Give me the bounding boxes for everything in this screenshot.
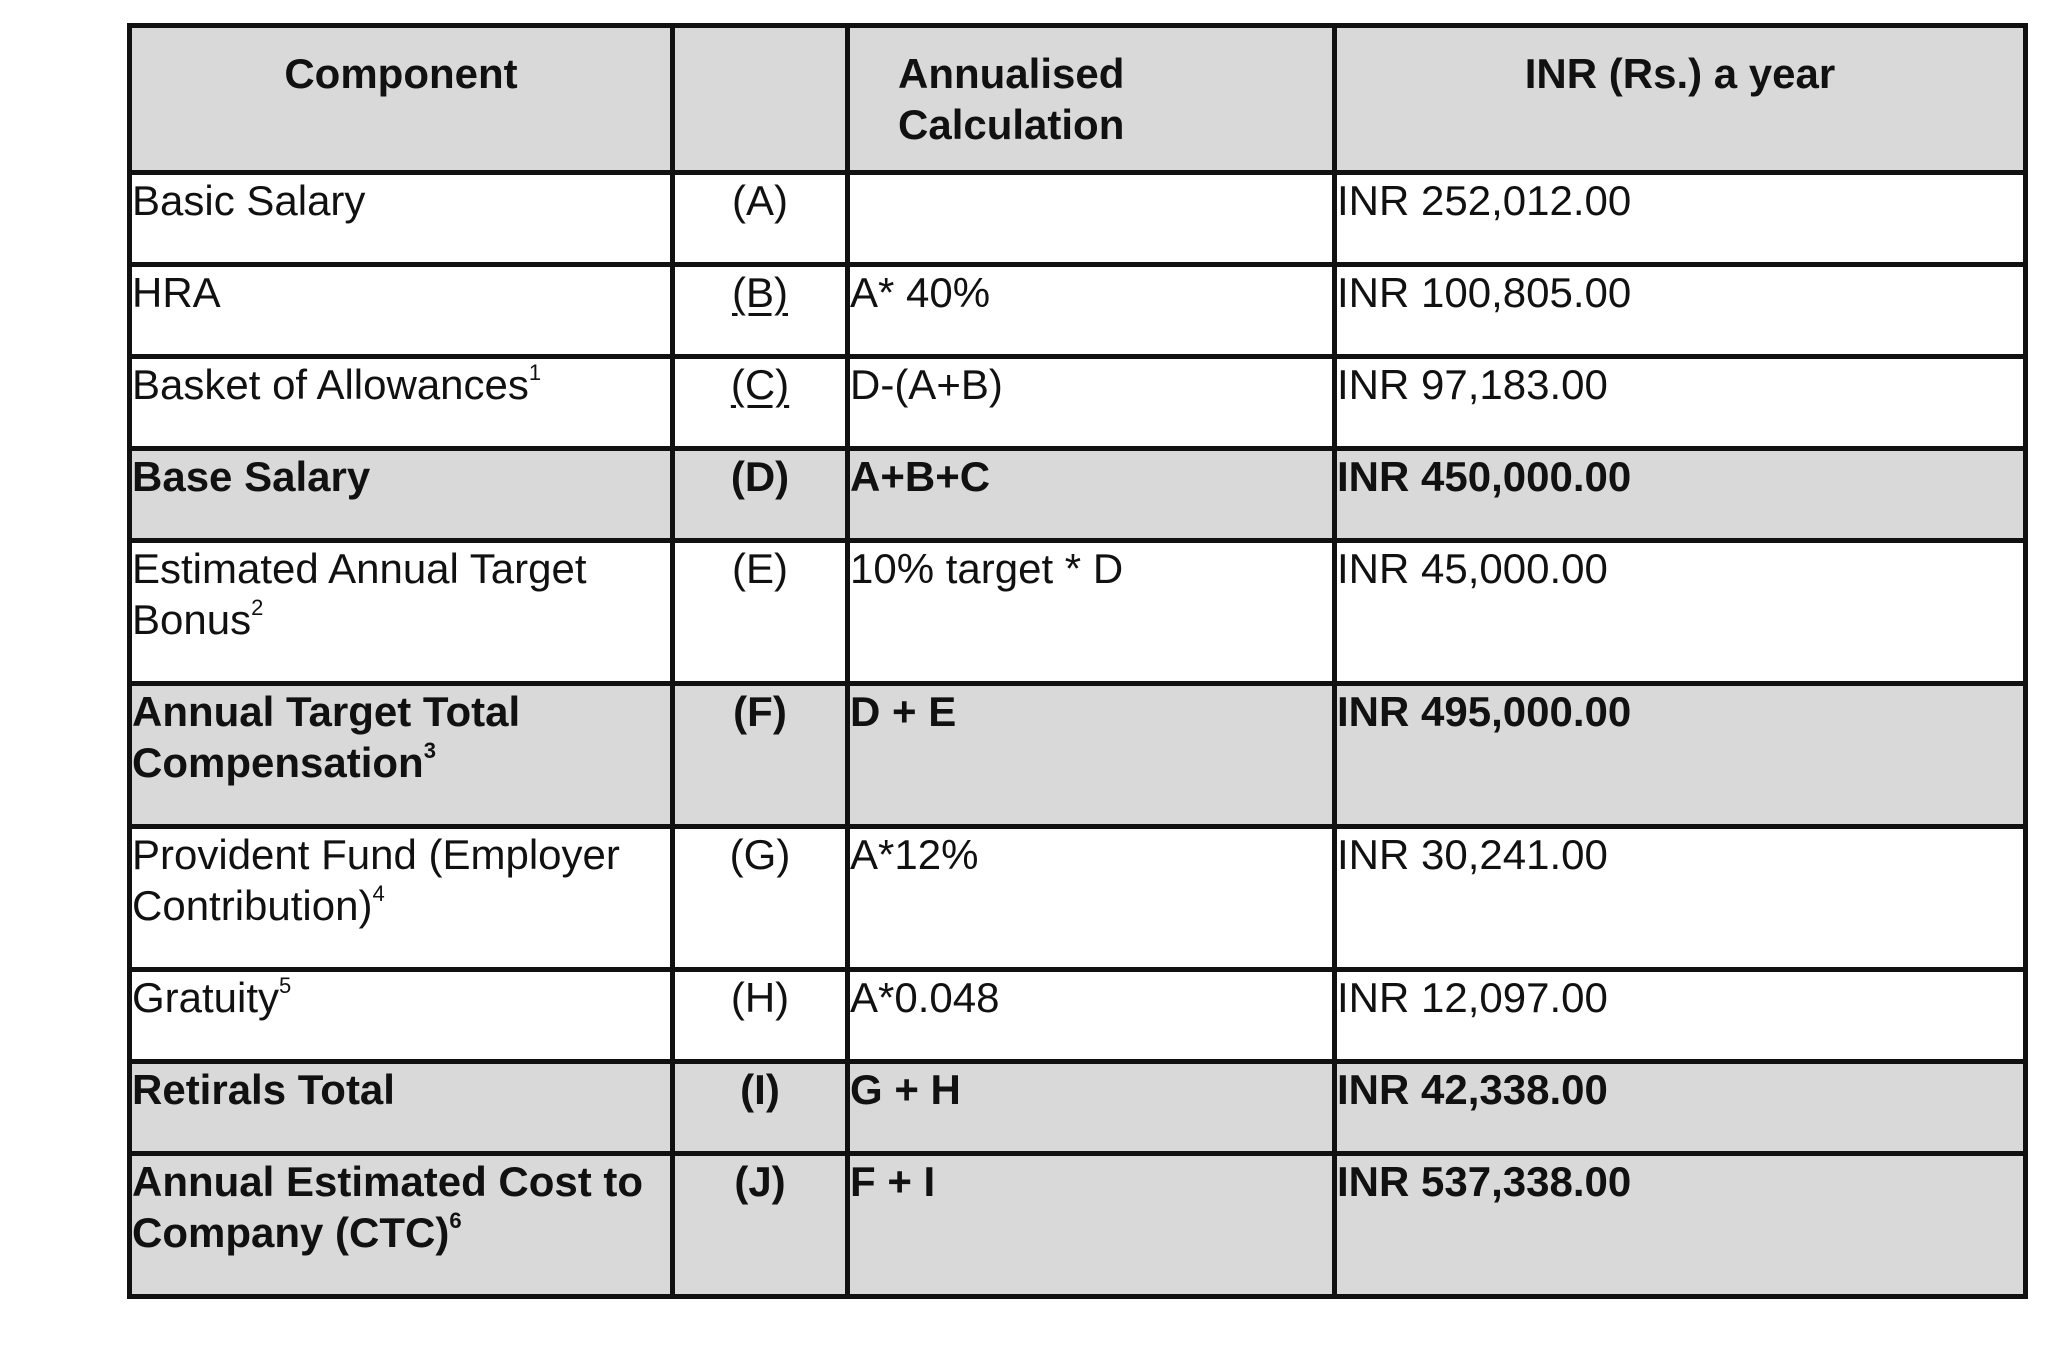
cell-ref — [673, 541, 848, 684]
component-label: Annual Estimated Cost to Company (CTC) — [132, 1158, 644, 1256]
ctc-table-container — [127, 23, 2023, 1299]
ref-label: (G) — [729, 831, 791, 878]
cell-component — [130, 265, 673, 357]
cell-ref — [673, 357, 848, 449]
cell-ref — [673, 449, 848, 541]
amount-value: INR 42,338.00 — [1337, 1066, 1608, 1113]
cell-calculation — [848, 541, 1335, 684]
calculation-text: D-(A+B) — [850, 361, 1003, 408]
amount-value: INR 450,000.00 — [1337, 453, 1632, 500]
amount-value: INR 12,097.00 — [1337, 974, 1608, 1021]
cell-amount — [1335, 827, 2026, 970]
cell-ref — [673, 1062, 848, 1154]
calculation-text: A*0.048 — [850, 974, 1000, 1021]
header-calculation: Annualised Calculation — [848, 26, 1335, 173]
component-label: HRA — [132, 269, 221, 316]
header-ref — [673, 26, 848, 173]
amount-value: INR 45,000.00 — [1337, 545, 1608, 592]
cell-component — [130, 1062, 673, 1154]
cell-calculation — [848, 449, 1335, 541]
cell-ref — [673, 827, 848, 970]
table-row — [130, 1062, 2026, 1154]
ref-label: (B) — [732, 269, 788, 316]
cell-amount — [1335, 449, 2026, 541]
calculation-text: A* 40% — [850, 269, 991, 316]
cell-calculation — [848, 970, 1335, 1062]
table-header-row — [130, 26, 2026, 173]
cell-component — [130, 449, 673, 541]
cell-calculation — [848, 1062, 1335, 1154]
calculation-text: 10% target * D — [850, 545, 1124, 592]
component-label: Annual Target Total Compensation — [132, 688, 521, 786]
ref-label: (D) — [730, 453, 790, 500]
ref-label: (I) — [740, 1066, 780, 1113]
cell-amount — [1335, 970, 2026, 1062]
cell-ref — [673, 173, 848, 265]
component-label: Estimated Annual Target Bonus — [132, 545, 587, 643]
cell-component — [130, 970, 673, 1062]
cell-amount — [1335, 173, 2026, 265]
cell-component — [130, 827, 673, 970]
table-row — [130, 173, 2026, 265]
header-component: Component — [130, 26, 673, 173]
ref-label: (C) — [730, 361, 790, 408]
cell-ref — [673, 265, 848, 357]
table-body — [130, 173, 2026, 1297]
component-label: Basic Salary — [132, 177, 366, 224]
calculation-text: D + E — [850, 688, 957, 735]
footnote-marker: 2 — [251, 595, 264, 620]
cell-amount — [1335, 684, 2026, 827]
header-amount: INR (Rs.) a year — [1335, 26, 2026, 173]
component-label: Gratuity — [132, 974, 280, 1021]
component-label: Provident Fund (Employer Contribution) — [132, 831, 620, 929]
cell-component — [130, 357, 673, 449]
table-row — [130, 265, 2026, 357]
calculation-text: G + H — [850, 1066, 961, 1113]
amount-value: INR 97,183.00 — [1337, 361, 1608, 408]
footnote-marker: 5 — [279, 973, 292, 998]
cell-component — [130, 1154, 673, 1297]
calculation-text: F + I — [850, 1158, 936, 1205]
ctc-breakdown-table — [127, 23, 2028, 1299]
table-row — [130, 541, 2026, 684]
cell-amount — [1335, 265, 2026, 357]
calculation-text: A+B+C — [850, 453, 991, 500]
amount-value: INR 495,000.00 — [1337, 688, 1632, 735]
table-row — [130, 357, 2026, 449]
ref-label: (A) — [732, 177, 788, 224]
footnote-marker: 3 — [423, 738, 436, 763]
cell-calculation — [848, 357, 1335, 449]
amount-value: INR 30,241.00 — [1337, 831, 1608, 878]
table-row — [130, 1154, 2026, 1297]
cell-amount — [1335, 1154, 2026, 1297]
ref-label: (H) — [730, 974, 790, 1021]
cell-amount — [1335, 1062, 2026, 1154]
cell-component — [130, 541, 673, 684]
cell-ref — [673, 1154, 848, 1297]
component-label: Base Salary — [132, 453, 371, 500]
ref-label: (F) — [733, 688, 787, 735]
cell-calculation — [848, 1154, 1335, 1297]
cell-amount — [1335, 541, 2026, 684]
component-label: Basket of Allowances — [132, 361, 529, 408]
ref-label: (J) — [734, 1158, 786, 1205]
cell-amount — [1335, 357, 2026, 449]
footnote-marker: 1 — [528, 360, 542, 385]
footnote-marker: 6 — [449, 1208, 462, 1233]
amount-value: INR 252,012.00 — [1337, 177, 1632, 224]
cell-ref — [673, 684, 848, 827]
ref-label: (E) — [732, 545, 788, 592]
table-row — [130, 684, 2026, 827]
component-label: Retirals Total — [132, 1066, 395, 1113]
calculation-text: A*12% — [850, 831, 979, 878]
cell-calculation — [848, 827, 1335, 970]
cell-calculation — [848, 684, 1335, 827]
cell-component — [130, 684, 673, 827]
table-row — [130, 449, 2026, 541]
cell-calculation — [848, 173, 1335, 265]
table-row — [130, 827, 2026, 970]
cell-component — [130, 173, 673, 265]
table-row — [130, 970, 2026, 1062]
amount-value: INR 537,338.00 — [1337, 1158, 1632, 1205]
cell-ref — [673, 970, 848, 1062]
footnote-marker: 4 — [372, 881, 385, 906]
cell-calculation — [848, 265, 1335, 357]
amount-value: INR 100,805.00 — [1337, 269, 1632, 316]
